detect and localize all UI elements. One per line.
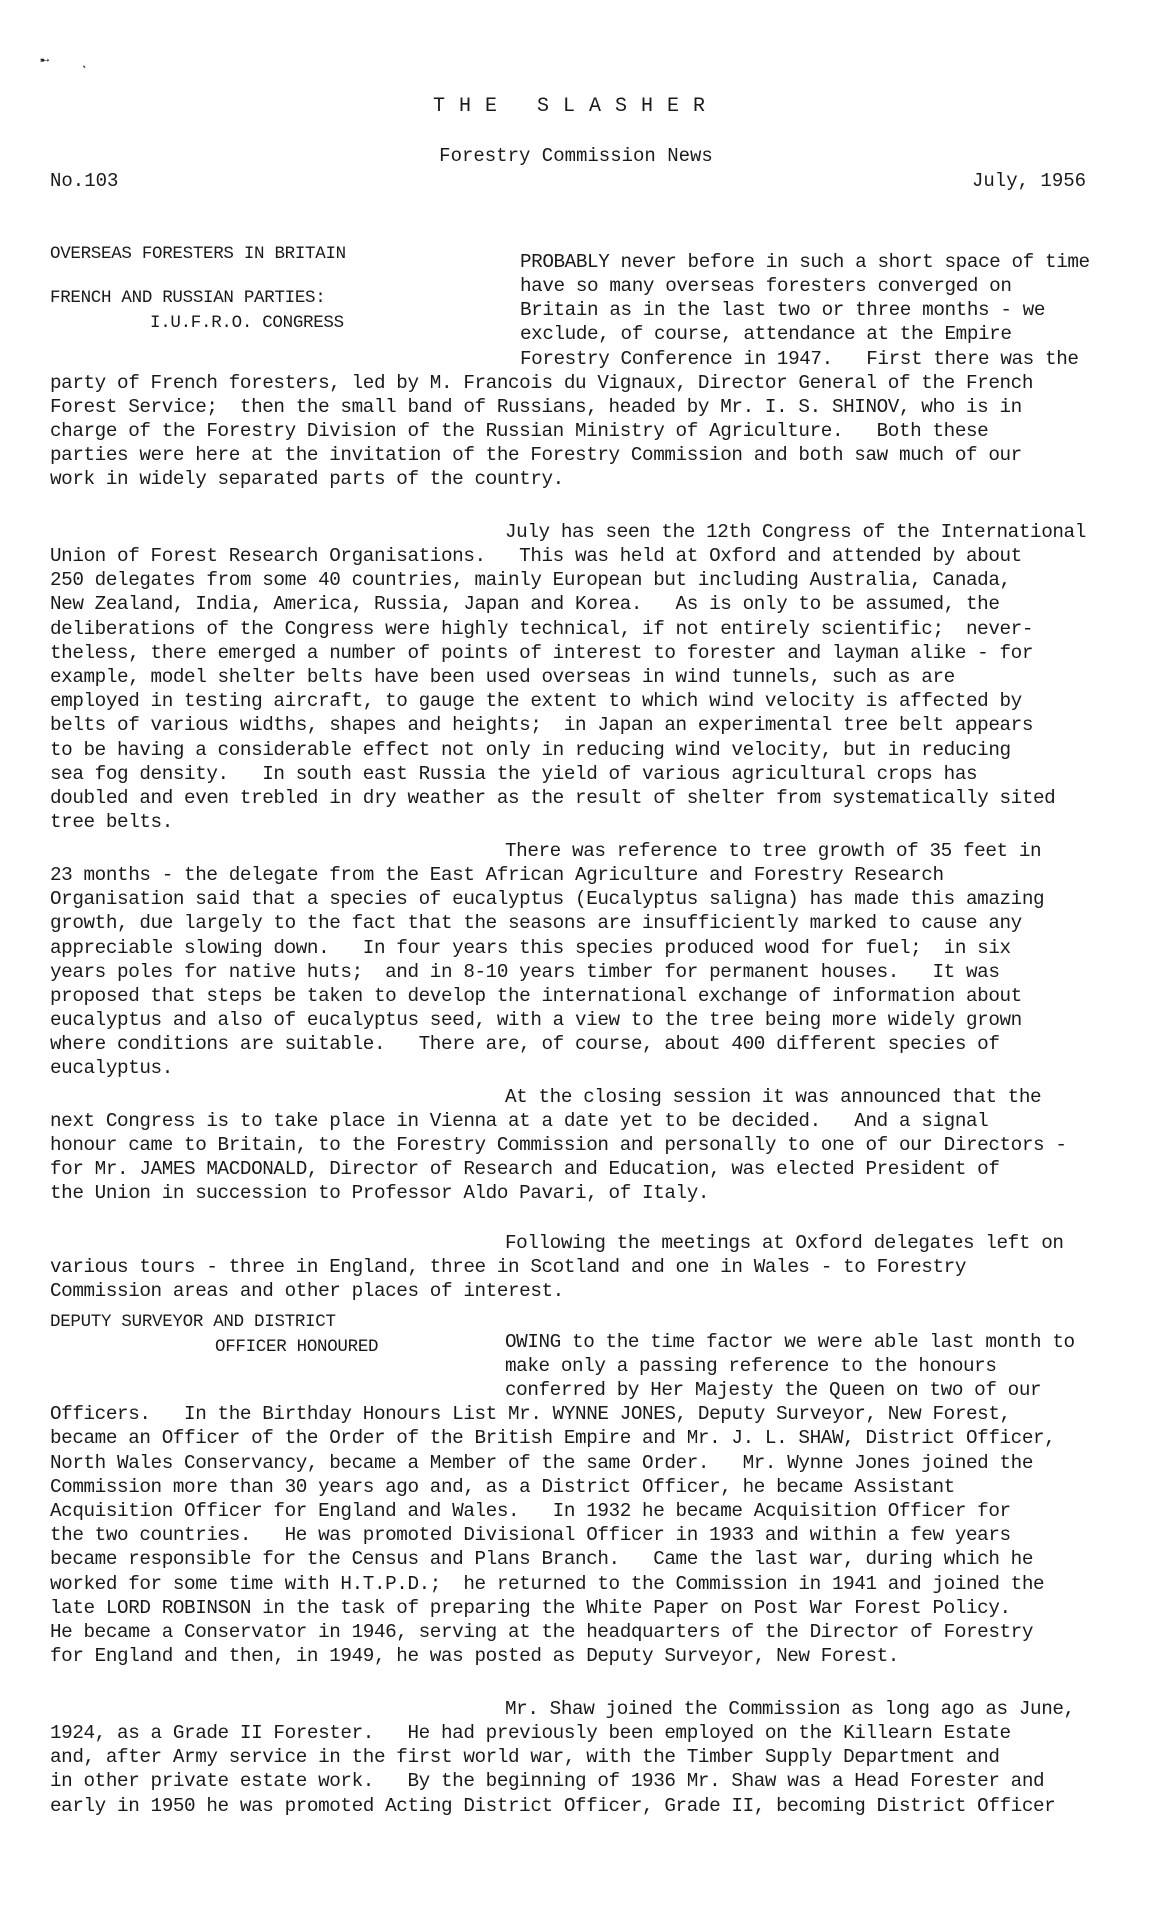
body-line: deliberations of the Congress were highly technical, if not entirely scientific; never-	[50, 618, 1034, 640]
body-line: for England and then, in 1949, he was posted as Deputy Surveyor, New Forest.	[50, 1645, 899, 1667]
body-line: became an Officer of the Order of the British Empire and Mr. J. L. SHAW, District Officer,	[50, 1427, 1056, 1449]
body-line: where conditions are suitable. There are, of course, about 400 different species of	[50, 1033, 1000, 1055]
body-line: for Mr. JAMES MACDONALD, Director of Research and Education, was elected President of	[50, 1158, 1000, 1180]
body-line: charge of the Forestry Division of the Russian Ministry of Agriculture. Both these	[50, 420, 989, 442]
body-line: make only a passing reference to the honours	[505, 1355, 997, 1377]
body-line: 250 delegates from some 40 countries, mainly European but including Australia, Canada,	[50, 569, 1011, 591]
body-line: appreciable slowing down. In four years this species produced wood for fuel; in six	[50, 937, 1011, 959]
body-line: Commission areas and other places of interest.	[50, 1280, 564, 1302]
issue-number: No.103	[50, 170, 119, 192]
body-line: Following the meetings at Oxford delegates left on	[505, 1232, 1064, 1254]
body-line: and, after Army service in the first world war, with the Timber Supply Department and	[50, 1746, 1000, 1768]
body-line: sea fog density. In south east Russia the yield of various agricultural crops has	[50, 763, 978, 785]
body-line: conferred by Her Majesty the Queen on two of our	[505, 1379, 1042, 1401]
body-line: 23 months - the delegate from the East African Agriculture and Forestry Research	[50, 864, 944, 886]
body-line: OWING to the time factor we were able last month to	[505, 1331, 1075, 1353]
body-line: Union of Forest Research Organisations. This was held at Oxford and attended by about	[50, 545, 1022, 567]
body-line: the two countries. He was promoted Divisional Officer in 1933 and within a few years	[50, 1524, 1011, 1546]
section-heading-honours-line2: OFFICER HONOURED	[215, 1337, 379, 1357]
body-line: PROBABLY never before in such a short space of time	[520, 251, 1090, 273]
body-line: example, model shelter belts have been used overseas in wind tunnels, such as are	[50, 666, 955, 688]
body-line: Commission more than 30 years ago and, as a District Officer, he became Assistant	[50, 1476, 955, 1498]
body-line: He became a Conservator in 1946, serving at the headquarters of the Director of Forestry	[50, 1621, 1034, 1643]
body-line: exclude, of course, attendance at the Empire	[520, 323, 1012, 345]
body-line: belts of various widths, shapes and heights; in Japan an experimental tree belt appears	[50, 714, 1034, 736]
section-subheading-parties: FRENCH AND RUSSIAN PARTIES:	[50, 288, 326, 308]
body-line: Officers. In the Birthday Honours List Mr. WYNNE JONES, Deputy Surveyor, New Forest,	[50, 1403, 1011, 1425]
body-line: late LORD ROBINSON in the task of preparing the White Paper on Post War Forest Policy.	[50, 1597, 1011, 1619]
body-line: years poles for native huts; and in 8-10 years timber for permanent houses. It was	[50, 961, 1000, 983]
body-line: Acquisition Officer for England and Wales. In 1932 he became Acquisition Officer for	[50, 1500, 1011, 1522]
body-line: Organisation said that a species of eucalyptus (Eucalyptus saligna) has made this amazing	[50, 888, 1045, 910]
body-line: 1924, as a Grade II Forester. He had previously been employed on the Killearn Estate	[50, 1722, 1011, 1744]
body-line: At the closing session it was announced that the	[505, 1086, 1042, 1108]
body-line: have so many overseas foresters converged on	[520, 275, 1012, 297]
body-line: eucalyptus and also of eucalyptus seed, with a view to the tree being more widely grown	[50, 1009, 1022, 1031]
newsletter-subtitle: Forestry Commission News	[439, 145, 713, 167]
body-line: work in widely separated parts of the country.	[50, 468, 564, 490]
body-line: various tours - three in England, three in Scotland and one in Wales - to Forestry	[50, 1256, 966, 1278]
body-line: Forest Service; then the small band of Russians, headed by Mr. I. S. SHINOV, who is in	[50, 396, 1022, 418]
body-line: next Congress is to take place in Vienna at a date yet to be decided. And a signal	[50, 1110, 989, 1132]
body-line: early in 1950 he was promoted Acting District Officer, Grade II, becoming District Officer	[50, 1795, 1056, 1817]
body-line: worked for some time with H.T.P.D.; he returned to the Commission in 1941 and joined the	[50, 1573, 1045, 1595]
body-line: doubled and even trebled in dry weather as the result of shelter from systematically sited	[50, 787, 1056, 809]
body-line: Forestry Conference in 1947. First there was the	[520, 348, 1079, 370]
body-line: growth, due largely to the fact that the seasons are insufficiently marked to cause any	[50, 912, 1022, 934]
body-line: North Wales Conservancy, became a Member of the same Order. Mr. Wynne Jones joined the	[50, 1452, 1034, 1474]
body-line: There was reference to tree growth of 35 feet in	[505, 840, 1042, 862]
section-subheading-congress: I.U.F.R.O. CONGRESS	[150, 313, 344, 333]
section-heading-overseas: OVERSEAS FORESTERS IN BRITAIN	[50, 244, 346, 264]
body-line: the Union in succession to Professor Aldo Pavari, of Italy.	[50, 1182, 710, 1204]
section-heading-honours: DEPUTY SURVEYOR AND DISTRICT	[50, 1312, 336, 1332]
body-line: eucalyptus.	[50, 1057, 173, 1079]
body-line: theless, there emerged a number of points of interest to forester and layman alike - for	[50, 642, 1034, 664]
body-line: tree belts.	[50, 811, 173, 833]
body-line: to be having a considerable effect not only in reducing wind velocity, but in reducing	[50, 739, 1011, 761]
body-line: parties were here at the invitation of the Forestry Commission and both saw much of our	[50, 444, 1022, 466]
body-line: New Zealand, India, America, Russia, Japan and Korea. As is only to be assumed, the	[50, 593, 1000, 615]
body-line: July has seen the 12th Congress of the International	[505, 521, 1086, 543]
body-line: employed in testing aircraft, to gauge the extent to which wind velocity is affected by	[50, 690, 1022, 712]
issue-date: July, 1956	[972, 170, 1087, 192]
body-line: party of French foresters, led by M. Francois du Vignaux, Director General of the French	[50, 372, 1034, 394]
body-line: Mr. Shaw joined the Commission as long ago as June,	[505, 1698, 1075, 1720]
body-line: honour came to Britain, to the Forestry Commission and personally to one of our Directors -	[50, 1134, 1067, 1156]
body-line: proposed that steps be taken to develop the international exchange of information about	[50, 985, 1022, 1007]
corner-mark: ➸ ˎ	[40, 52, 99, 70]
body-line: in other private estate work. By the beginning of 1936 Mr. Shaw was a Head Forester and	[50, 1770, 1045, 1792]
newsletter-title: THE SLASHER	[432, 95, 720, 118]
body-line: became responsible for the Census and Plans Branch. Came the last war, during which he	[50, 1548, 1034, 1570]
body-line: Britain as in the last two or three months - we	[520, 299, 1046, 321]
